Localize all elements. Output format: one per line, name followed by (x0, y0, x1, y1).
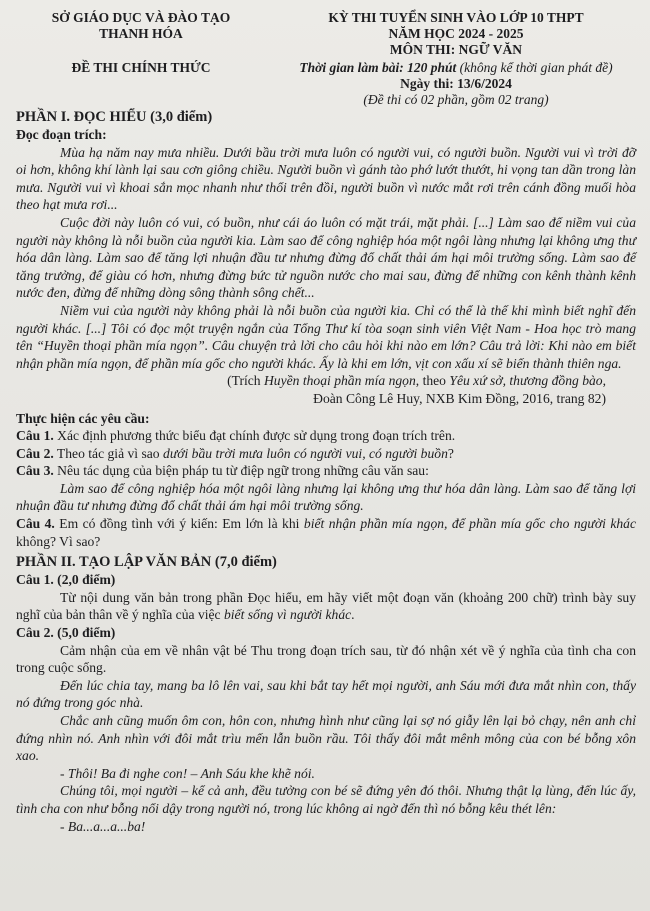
question-4-quote: biết nhận phần mía ngọn, để phần mía gốc cho người khác (303, 516, 636, 532)
question-2-end: ? (447, 445, 454, 461)
citation-line-1 (16, 372, 636, 390)
question-1-label: Câu 1. (16, 428, 54, 444)
citation-line-2: Đoàn Công Lê Huy, NXB Kim Đồng, 2016, trang 82) (313, 390, 606, 406)
essay-1-label: Câu 1. (2,0 điểm) (16, 572, 116, 588)
subject: MÔN THI: NGỮ VĂN (389, 42, 523, 57)
question-3-text: Nêu tác dụng của biện pháp tu từ điệp ngữ trong những câu văn sau: (53, 463, 429, 479)
question-3-quote: Làm sao để công nghiệp hóa một ngôi làng nhưng lại không ưng thư hóa dân làng. Làm sao để tăng lợi nhuận đầu tư nhưng đừng đổ chất thải ám hại môi trường sống. (16, 480, 636, 514)
essay-1-italic: biết sống vì người khác (223, 607, 352, 623)
essay-1-end: . (351, 607, 355, 623)
question-1-text: Xác định phương thức biểu đạt chính được sử dụng trong đoạn trích trên. (53, 428, 456, 444)
part1-title: PHẦN I. ĐỌC HIỂU (3,0 điểm) (16, 109, 213, 125)
question-2-quote: dưới bầu trời mưa luôn có người vui, có người buồn (163, 445, 448, 461)
citation-prefix: (Trích (227, 373, 264, 389)
tasks-label: Thực hiện các yêu cầu: (16, 410, 150, 426)
question-4-end: không? Vì sao? (16, 533, 101, 549)
question-1 (16, 427, 636, 445)
question-2-label: Câu 2. (16, 445, 54, 461)
question-3 (16, 462, 636, 480)
citation-title: Huyền thoại phần mía ngọn (263, 373, 416, 389)
excerpt-dialogue-1: - Thôi! Ba đi nghe con! – Anh Sáu khe khẽ nói. (60, 765, 315, 781)
exam-title: KỲ THI TUYỂN SINH VÀO LỚP 10 THPT (328, 10, 584, 25)
pages-note: (Đề thi có 02 phần, gồm 02 trang) (363, 92, 549, 107)
passage-paragraph-2: Cuộc đời này luôn có vui, có buồn, như cái áo luôn có mặt trái, mặt phải. [...] Làm sao để niềm vui của người này không là nỗi buồn của người kia. Làm sao để công nghiệp hóa một ngôi làng nhưng lại không ưng thư hóa dân làng. Làm sao để tăng lợi nhuận đầu tư nhưng đừng đổ chất thải ám hại môi trường sống. Làm sao để tăng trưởng, để giàu có hơn, nhưng đừng bức tử nguồn nước cho mai sau, đừng để những con kênh thành kênh nước đen, đừng để những dòng sông thành sông chết... (16, 214, 636, 301)
excerpt-dialogue-2: - Ba...a...a...ba! (60, 818, 146, 834)
essay-1-prompt (16, 589, 636, 624)
question-2-text: Theo tác giả vì sao (53, 445, 164, 461)
excerpt-paragraph-2: Chắc anh cũng muốn ôm con, hôn con, nhưng hình như cũng lại sợ nó giẫy lên lại bỏ chạy, nên anh chỉ đứng nhìn nó. Anh nhìn với đôi mắt trìu mến lẫn buồn rầu. Tôi thấy đôi mắt mênh mông của con bé bỗng xôn xao. (16, 713, 636, 764)
school-year: NĂM HỌC 2024 - 2025 (388, 26, 524, 41)
citation-comma: , (602, 373, 606, 389)
citation-mid: , theo (415, 373, 450, 389)
essay-2-prompt: Cảm nhận của em về nhân vật bé Thu trong đoạn trích sau, từ đó nhận xét về ý nghĩa của tình cha con trong cuộc sống. (16, 642, 636, 676)
read-label: Đọc đoạn trích: (16, 127, 107, 142)
exam-header (16, 4, 636, 108)
passage-paragraph-1: Mùa hạ năm nay mưa nhiều. Dưới bầu trời mưa luôn có người vui, có người buồn. Người vui vì trời đỡ oi hơn, không khí lành lại sau cơn giông chiều. Người buồn vì gánh tào phớ lướt thướt, hi vọng tan dần trong làn mưa. Người vui vì khoai sắn mọc nhanh như thổi trên đồi, người buồn vì nước mắt rơi trên cánh đồng muối hòa theo hạt mưa rơi... (16, 144, 636, 213)
part2-title: PHẦN II. TẠO LẬP VĂN BẢN (7,0 điểm) (16, 554, 277, 571)
essay-1-text: Từ nội dung văn bản trong phần Đọc hiểu, em hãy viết một đoạn văn (khoảng 200 chữ) trình bày suy nghĩ của bản thân về ý nghĩa của việc (16, 589, 636, 623)
question-4-text: Em có đồng tình với ý kiến: Em lớn là khi (54, 516, 304, 532)
essay-2-label: Câu 2. (5,0 điểm) (16, 625, 116, 641)
question-4 (16, 515, 636, 550)
citation-book: Yêu xứ sở, thương đồng bào (449, 373, 603, 389)
question-3-label: Câu 3. (16, 463, 54, 479)
excerpt-paragraph-3: Chúng tôi, mọi người – kể cả anh, đều tưởng con bé sẽ đứng yên đó thôi. Nhưng thật lạ lùng, đến lúc ấy, tình cha con như bỗng nổi dậy trong người nó, trong lúc không ai ngờ đến thì nó bỗng kêu thét lên: (16, 783, 636, 816)
time-info (266, 60, 646, 76)
exam-date: Ngày thi: 13/6/2024 (400, 76, 512, 91)
department-name: SỞ GIÁO DỤC VÀ ĐÀO TẠO (51, 10, 231, 25)
official-exam-label: ĐỀ THI CHÍNH THỨC (71, 60, 211, 75)
question-2 (16, 445, 636, 463)
excerpt-paragraph-1: Đến lúc chia tay, mang ba lô lên vai, sau khi bắt tay hết mọi người, anh Sáu mới đưa mắt nhìn con, thấy nó đứng trong góc nhà. (16, 677, 636, 711)
time-label: Thời gian làm bài: 120 phút (299, 60, 457, 75)
passage-paragraph-3: Niềm vui của người này không phải là nỗi buồn của người kia. Chỉ có thể là thế khi mình biết nghĩ đến người khác. [...] Tôi có đọc một truyện ngắn của Tổng Thư kí tòa soạn sinh viên Việt Nam - Hoa học trò mang tên “Huyền thoại phần mía ngọn”. Câu chuyện trả lời cho câu hỏi khi nào em lớn? Câu trả lời: Khi nào em biết nhận phần mía ngọn, để phần mía gốc cho người khác. Ấy là khi em lớn, vịt con xấu xí sẽ biến thành thiên nga. (16, 302, 636, 371)
province-name: THANH HÓA (99, 26, 183, 41)
time-note: (không kể thời gian phát đề) (456, 60, 613, 75)
question-4-label: Câu 4. (16, 516, 55, 532)
